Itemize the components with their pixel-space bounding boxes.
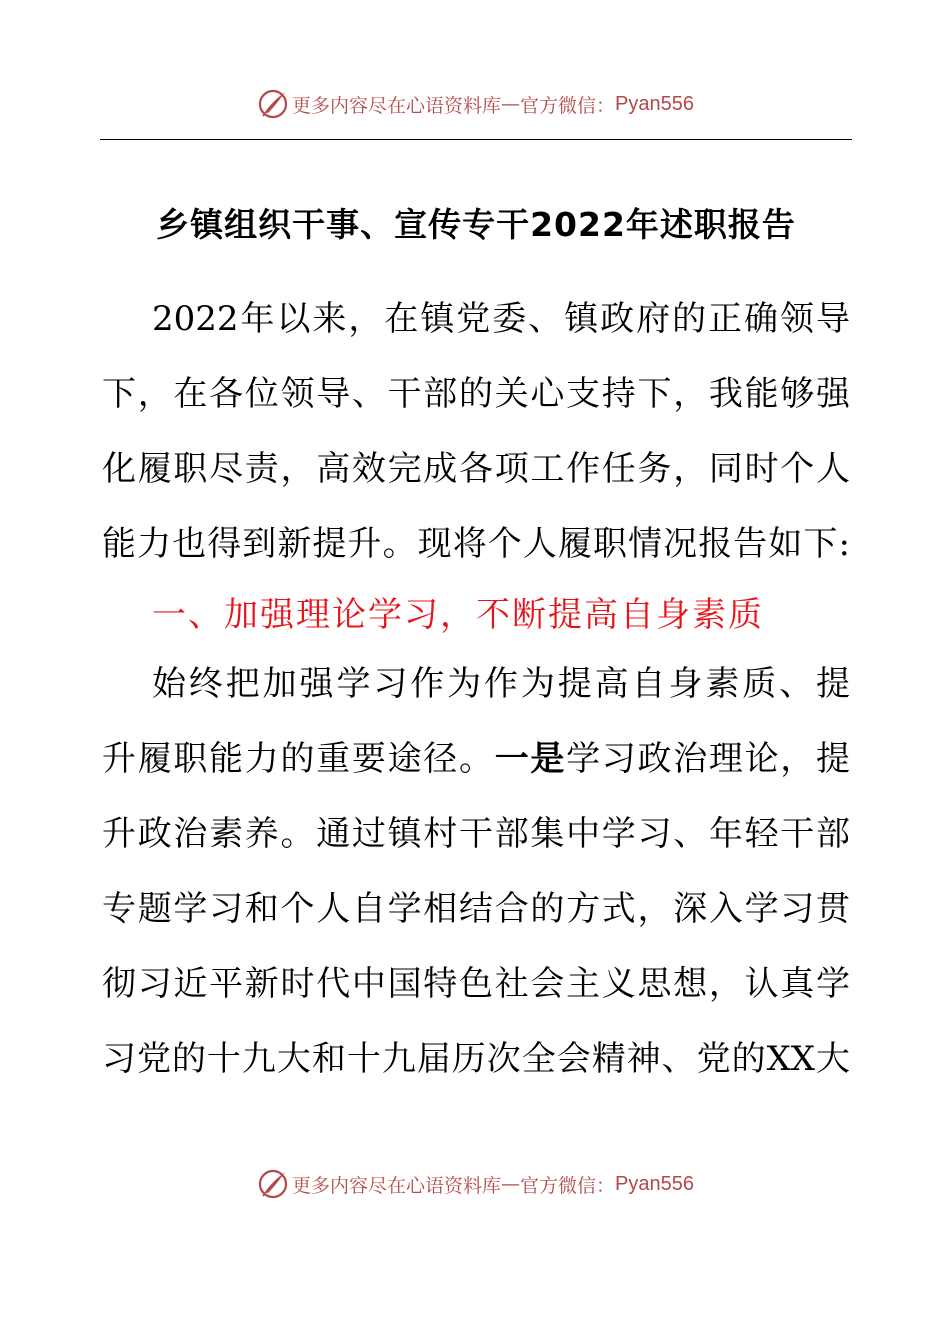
line-segment: 升履职能力的重要途径。 (102, 739, 495, 779)
banner-separator: — (501, 1173, 521, 1195)
section-heading: 一、加强理论学习，不断提高自身素质 (152, 595, 764, 635)
paragraph-line: 2022年以来，在镇党委、镇政府的正确领导 (152, 299, 850, 339)
header-divider (100, 139, 852, 140)
banner-wechat-id: Pyan556 (615, 92, 694, 115)
footer-banner (0, 1164, 950, 1204)
paragraph-line: 习党的十九大和十九届历次全会精神、党的XX大 (102, 1039, 850, 1079)
quill-pen-logo-icon (256, 87, 290, 121)
banner-wechat-id: Pyan556 (615, 1172, 694, 1195)
paragraph-line: 化履职尽责，高效完成各项工作任务，同时个人 (102, 449, 850, 489)
paragraph-line: 下，在各位领导、干部的关心支持下，我能够强 (102, 374, 850, 414)
header-banner (0, 84, 950, 124)
document-title: 乡镇组织干事、宣传专干2022年述职报告 (156, 205, 796, 244)
paragraph-line: 升政治素养。通过镇村干部集中学习、年轻干部 (102, 814, 850, 854)
banner-wechat-label: 官方微信： (520, 1174, 616, 1197)
line-segment: 学习政治理论，提 (566, 739, 851, 779)
banner-wechat-label: 官方微信： (520, 94, 616, 117)
paragraph-line: 始终把加强学习作为作为提高自身素质、提 (152, 664, 850, 704)
paragraph-line: 专题学习和个人自学相结合的方式，深入学习贯 (102, 889, 850, 929)
emphasis-first-point: 一是 (494, 739, 567, 779)
paragraph-line-mixed (102, 734, 850, 784)
paragraph-line: 彻习近平新时代中国特色社会主义思想，认真学 (102, 964, 850, 1004)
banner-site-text: 更多内容尽在心语资料库 (292, 1174, 502, 1197)
banner-separator: — (501, 93, 521, 115)
banner-site-text: 更多内容尽在心语资料库 (292, 94, 502, 117)
quill-pen-logo-icon (256, 1167, 290, 1201)
paragraph-line: 能力也得到新提升。现将个人履职情况报告如下: (102, 524, 850, 564)
